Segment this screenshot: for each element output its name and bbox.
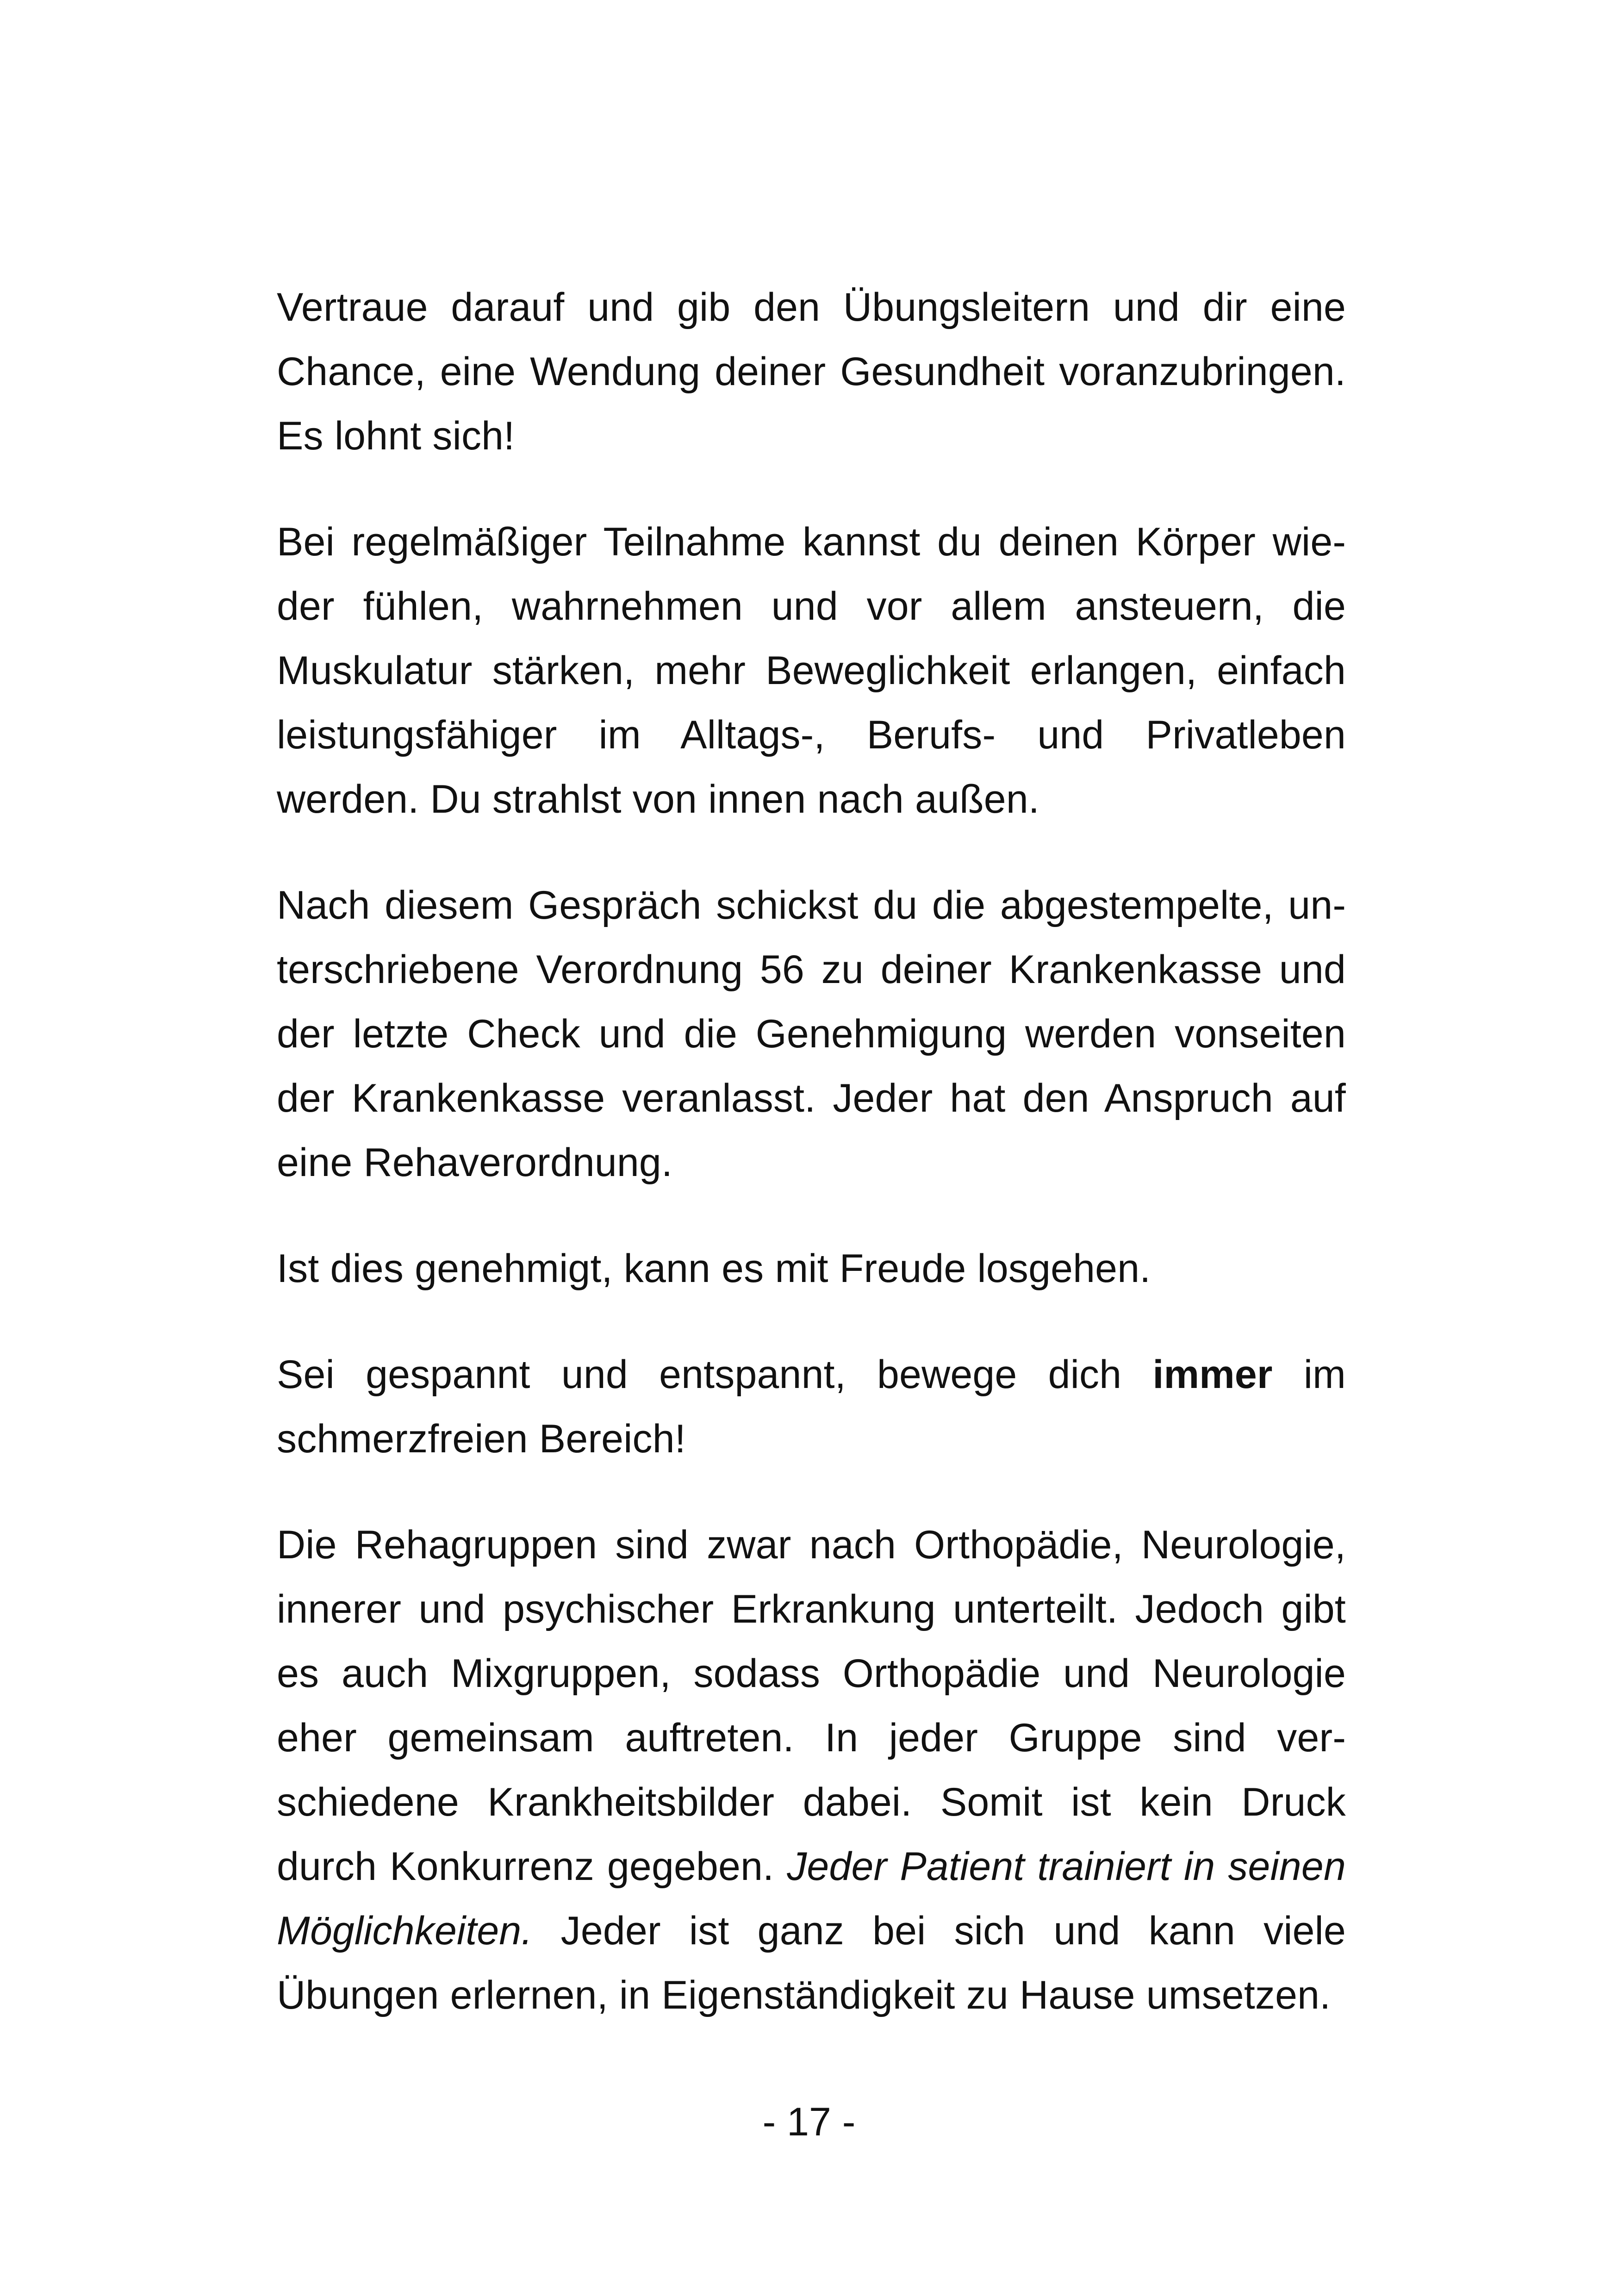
paragraph-rehab-groups	[277, 1513, 1346, 2028]
page-body	[277, 275, 1346, 2069]
emphasis-immer: immer	[1152, 1352, 1273, 1397]
paragraph-approval: Ist dies genehmigt, kann es mit Freude losgehen.	[277, 1246, 1151, 1291]
pain-free-text-after: im schmerzfreien Bereich!	[277, 1352, 1346, 1461]
italic-patient-sentence: Jeder Patient trainiert in seinen Möglichkeiten.	[277, 1844, 1346, 1953]
paragraph-prescription: Nach diesem Gespräch schickst du die abgestempelte, unterschriebene Verordnung 56 zu deiner Krankenkasse und der letzte Check und die Genehmigung werden vonseiten der Krankenkasse veranlasst. Jeder hat den Anspruch auf eine Rehaverordnung.	[277, 883, 1346, 1185]
pain-free-text-before: Sei gespannt und entspannt, bewege dich	[277, 1352, 1153, 1397]
rehab-groups-text-before: Die Rehagruppen sind zwar nach Orthopädie, Neurologie, innerer und psychischer Erkrankung unterteilt. Jedoch gibt es auch Mixgruppen, sodass Orthopädie und Neurologie eher gemeinsam auftreten. In jeder Gruppe sind verschiedene Krankheitsbilder dabei. Somit ist kein Druck durch Konkurrenz gegeben.	[277, 1523, 1346, 1889]
rehab-groups-text-after: Jeder ist ganz bei sich und kann viele Übungen erlernen, in Eigenständigkeit zu Hause umsetzen.	[277, 1909, 1346, 2017]
page-number: - 17 -	[762, 2100, 856, 2144]
paragraph-pain-free	[277, 1343, 1346, 1471]
paragraph-participation: Bei regelmäßiger Teilnahme kannst du deinen Körper wieder fühlen, wahrnehmen und vor allem ansteuern, die Muskulatur stärken, mehr Beweglichkeit erlangen, einfach leistungsfähiger im Alltags-, Berufs- und Privatleben werden. Du strahlst von innen nach außen.	[277, 520, 1346, 821]
paragraph-trust: Vertraue darauf und gib den Übungsleitern und dir eine Chance, eine Wendung deiner Gesundheit voranzubringen. Es lohnt sich!	[277, 285, 1346, 458]
